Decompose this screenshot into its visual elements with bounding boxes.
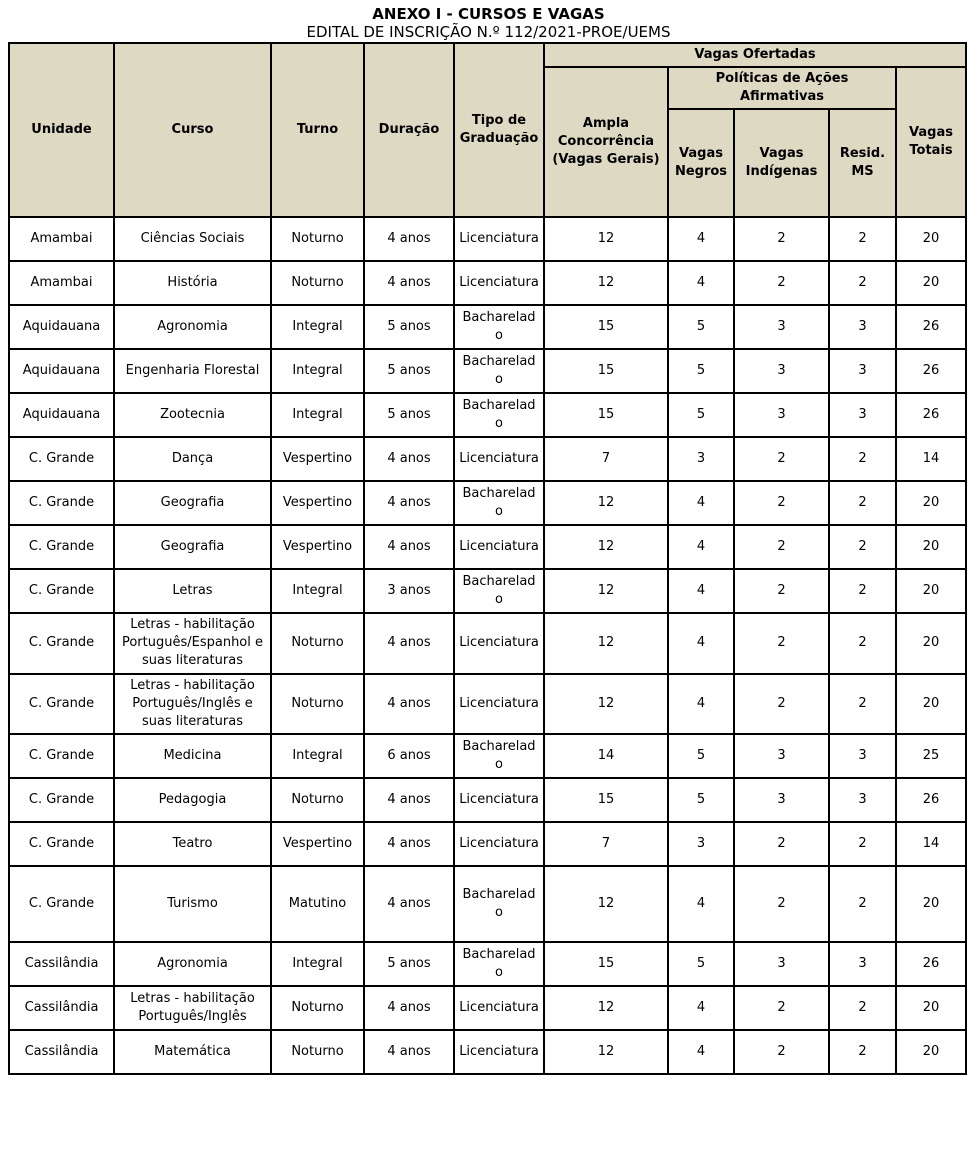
- table-row: [9, 305, 966, 349]
- table-row: [9, 569, 966, 613]
- cell-indigenas: 2: [734, 613, 829, 674]
- cell-turno: Vespertino: [271, 525, 364, 569]
- cell-tipo: Bacharelado: [454, 942, 544, 986]
- cell-negros: 4: [668, 525, 734, 569]
- cell-curso: Pedagogia: [114, 778, 271, 822]
- cell-indigenas: 2: [734, 437, 829, 481]
- cell-curso: Letras - habilitação Português/Espanhol e suas literaturas: [114, 613, 271, 674]
- cell-totais: 20: [896, 217, 966, 261]
- cell-resid: 3: [829, 393, 896, 437]
- cell-unidade: C. Grande: [9, 734, 114, 778]
- cell-negros: 4: [668, 261, 734, 305]
- cell-tipo: Bacharelado: [454, 866, 544, 942]
- table-row: [9, 613, 966, 674]
- cell-indigenas: 3: [734, 349, 829, 393]
- cell-duracao: 3 anos: [364, 569, 454, 613]
- cell-duracao: 4 anos: [364, 525, 454, 569]
- col-header-resid-ms: Resid. MS: [829, 109, 896, 217]
- cell-totais: 20: [896, 1030, 966, 1074]
- cell-turno: Integral: [271, 393, 364, 437]
- cell-totais: 20: [896, 986, 966, 1030]
- table-row: [9, 349, 966, 393]
- cell-indigenas: 2: [734, 481, 829, 525]
- table-row: [9, 778, 966, 822]
- col-header-unidade: Unidade: [9, 43, 114, 217]
- col-header-tipo-graduacao: Tipo de Graduação: [454, 43, 544, 217]
- cell-resid: 2: [829, 569, 896, 613]
- cell-tipo: Bacharelado: [454, 481, 544, 525]
- cell-indigenas: 2: [734, 822, 829, 866]
- cell-turno: Noturno: [271, 613, 364, 674]
- cell-curso: Letras - habilitação Português/Inglês: [114, 986, 271, 1030]
- col-header-curso: Curso: [114, 43, 271, 217]
- cell-indigenas: 2: [734, 525, 829, 569]
- cell-unidade: C. Grande: [9, 866, 114, 942]
- cell-unidade: C. Grande: [9, 778, 114, 822]
- cell-turno: Noturno: [271, 217, 364, 261]
- cell-tipo: Licenciatura: [454, 261, 544, 305]
- document-title: ANEXO I - CURSOS E VAGAS: [372, 5, 605, 23]
- cell-totais: 20: [896, 866, 966, 942]
- cell-totais: 14: [896, 437, 966, 481]
- cell-curso: Agronomia: [114, 942, 271, 986]
- cell-curso: Matemática: [114, 1030, 271, 1074]
- cell-curso: Geografia: [114, 481, 271, 525]
- cell-indigenas: 3: [734, 778, 829, 822]
- cell-ampla: 15: [544, 393, 668, 437]
- cell-curso: Teatro: [114, 822, 271, 866]
- cell-ampla: 12: [544, 261, 668, 305]
- cell-curso: História: [114, 261, 271, 305]
- cell-unidade: Cassilândia: [9, 942, 114, 986]
- cell-resid: 2: [829, 866, 896, 942]
- cell-resid: 2: [829, 1030, 896, 1074]
- cell-indigenas: 2: [734, 217, 829, 261]
- cell-totais: 20: [896, 674, 966, 735]
- table-body: [9, 217, 966, 1074]
- cell-unidade: C. Grande: [9, 437, 114, 481]
- cell-tipo: Bacharelado: [454, 349, 544, 393]
- cell-ampla: 12: [544, 613, 668, 674]
- cell-tipo: Licenciatura: [454, 986, 544, 1030]
- cell-ampla: 12: [544, 481, 668, 525]
- cell-unidade: C. Grande: [9, 613, 114, 674]
- cell-tipo: Licenciatura: [454, 437, 544, 481]
- cell-negros: 5: [668, 349, 734, 393]
- cell-turno: Integral: [271, 569, 364, 613]
- table-row: [9, 986, 966, 1030]
- cell-tipo: Licenciatura: [454, 822, 544, 866]
- cell-ampla: 15: [544, 305, 668, 349]
- cell-duracao: 4 anos: [364, 437, 454, 481]
- table-row: [9, 437, 966, 481]
- cell-duracao: 4 anos: [364, 822, 454, 866]
- cell-negros: 4: [668, 866, 734, 942]
- cell-indigenas: 2: [734, 569, 829, 613]
- cell-indigenas: 2: [734, 866, 829, 942]
- cell-duracao: 4 anos: [364, 481, 454, 525]
- cell-totais: 20: [896, 481, 966, 525]
- table-row: [9, 942, 966, 986]
- cell-curso: Engenharia Florestal: [114, 349, 271, 393]
- cell-turno: Vespertino: [271, 822, 364, 866]
- cell-unidade: Aquidauana: [9, 393, 114, 437]
- cell-resid: 3: [829, 942, 896, 986]
- cell-negros: 5: [668, 393, 734, 437]
- cell-turno: Matutino: [271, 866, 364, 942]
- header-row-groups: [9, 43, 966, 67]
- cell-turno: Noturno: [271, 261, 364, 305]
- cell-totais: 26: [896, 393, 966, 437]
- cell-ampla: 12: [544, 986, 668, 1030]
- cell-negros: 4: [668, 986, 734, 1030]
- cell-negros: 3: [668, 437, 734, 481]
- cell-ampla: 7: [544, 437, 668, 481]
- cell-duracao: 5 anos: [364, 942, 454, 986]
- cell-tipo: Licenciatura: [454, 778, 544, 822]
- cell-curso: Turismo: [114, 866, 271, 942]
- cell-unidade: C. Grande: [9, 822, 114, 866]
- cell-negros: 3: [668, 822, 734, 866]
- cell-turno: Noturno: [271, 1030, 364, 1074]
- cell-resid: 2: [829, 986, 896, 1030]
- cell-turno: Integral: [271, 349, 364, 393]
- cell-negros: 4: [668, 217, 734, 261]
- table-row: [9, 261, 966, 305]
- col-header-vagas-negros: Vagas Negros: [668, 109, 734, 217]
- cell-duracao: 4 anos: [364, 986, 454, 1030]
- cell-totais: 26: [896, 778, 966, 822]
- cell-negros: 5: [668, 778, 734, 822]
- cell-ampla: 7: [544, 822, 668, 866]
- cell-turno: Integral: [271, 305, 364, 349]
- cell-resid: 3: [829, 349, 896, 393]
- cell-duracao: 4 anos: [364, 1030, 454, 1074]
- cell-resid: 2: [829, 437, 896, 481]
- cell-duracao: 4 anos: [364, 674, 454, 735]
- cell-indigenas: 2: [734, 1030, 829, 1074]
- cell-turno: Integral: [271, 734, 364, 778]
- cell-duracao: 5 anos: [364, 393, 454, 437]
- cell-duracao: 4 anos: [364, 866, 454, 942]
- cell-tipo: Bacharelado: [454, 305, 544, 349]
- cell-ampla: 12: [544, 1030, 668, 1074]
- table-row: [9, 734, 966, 778]
- cell-indigenas: 3: [734, 942, 829, 986]
- col-header-vagas-indigenas: Vagas Indígenas: [734, 109, 829, 217]
- cell-tipo: Licenciatura: [454, 1030, 544, 1074]
- cell-turno: Noturno: [271, 674, 364, 735]
- cell-duracao: 6 anos: [364, 734, 454, 778]
- cell-duracao: 4 anos: [364, 613, 454, 674]
- cell-unidade: Amambai: [9, 217, 114, 261]
- cell-ampla: 12: [544, 569, 668, 613]
- cell-resid: 2: [829, 261, 896, 305]
- cell-curso: Zootecnia: [114, 393, 271, 437]
- col-header-vagas-totais: Vagas Totais: [896, 67, 966, 217]
- table-row: [9, 1030, 966, 1074]
- col-header-duracao: Duração: [364, 43, 454, 217]
- cell-turno: Vespertino: [271, 481, 364, 525]
- cell-unidade: C. Grande: [9, 674, 114, 735]
- cell-totais: 26: [896, 942, 966, 986]
- cell-curso: Letras - habilitação Português/Inglês e suas literaturas: [114, 674, 271, 735]
- cell-totais: 20: [896, 569, 966, 613]
- cell-curso: Letras: [114, 569, 271, 613]
- cell-resid: 2: [829, 481, 896, 525]
- cell-negros: 5: [668, 942, 734, 986]
- table-row: [9, 822, 966, 866]
- table-row: [9, 525, 966, 569]
- cell-tipo: Bacharelado: [454, 569, 544, 613]
- cell-indigenas: 2: [734, 986, 829, 1030]
- cell-tipo: Licenciatura: [454, 613, 544, 674]
- cell-duracao: 4 anos: [364, 261, 454, 305]
- table-row: [9, 393, 966, 437]
- cell-duracao: 5 anos: [364, 305, 454, 349]
- table-row: [9, 674, 966, 735]
- cell-resid: 3: [829, 778, 896, 822]
- cell-curso: Agronomia: [114, 305, 271, 349]
- col-header-ampla-concorrencia: Ampla Concorrência (Vagas Gerais): [544, 67, 668, 217]
- cell-indigenas: 2: [734, 674, 829, 735]
- cell-ampla: 12: [544, 525, 668, 569]
- cell-negros: 4: [668, 613, 734, 674]
- cell-ampla: 12: [544, 674, 668, 735]
- cell-resid: 3: [829, 734, 896, 778]
- cell-totais: 14: [896, 822, 966, 866]
- cell-indigenas: 2: [734, 261, 829, 305]
- cell-unidade: Aquidauana: [9, 305, 114, 349]
- cell-ampla: 12: [544, 217, 668, 261]
- cell-duracao: 4 anos: [364, 217, 454, 261]
- cell-unidade: Cassilândia: [9, 1030, 114, 1074]
- cell-resid: 3: [829, 305, 896, 349]
- cell-unidade: C. Grande: [9, 481, 114, 525]
- cell-negros: 4: [668, 481, 734, 525]
- col-header-turno: Turno: [271, 43, 364, 217]
- cell-turno: Noturno: [271, 986, 364, 1030]
- cell-negros: 4: [668, 1030, 734, 1074]
- courses-vacancies-table: [8, 42, 967, 1075]
- cell-negros: 4: [668, 674, 734, 735]
- cell-turno: Integral: [271, 942, 364, 986]
- cell-negros: 5: [668, 305, 734, 349]
- cell-ampla: 15: [544, 942, 668, 986]
- cell-tipo: Bacharelado: [454, 393, 544, 437]
- cell-totais: 26: [896, 349, 966, 393]
- cell-totais: 20: [896, 261, 966, 305]
- cell-ampla: 15: [544, 349, 668, 393]
- cell-curso: Dança: [114, 437, 271, 481]
- cell-ampla: 14: [544, 734, 668, 778]
- cell-ampla: 15: [544, 778, 668, 822]
- cell-unidade: C. Grande: [9, 525, 114, 569]
- cell-curso: Medicina: [114, 734, 271, 778]
- cell-resid: 2: [829, 613, 896, 674]
- document-subtitle: EDITAL DE INSCRIÇÃO N.º 112/2021-PROE/UEMS: [306, 23, 671, 41]
- cell-unidade: C. Grande: [9, 569, 114, 613]
- table-row: [9, 217, 966, 261]
- cell-tipo: Bacharelado: [454, 734, 544, 778]
- cell-totais: 25: [896, 734, 966, 778]
- cell-indigenas: 3: [734, 305, 829, 349]
- cell-totais: 20: [896, 525, 966, 569]
- cell-duracao: 4 anos: [364, 778, 454, 822]
- cell-tipo: Licenciatura: [454, 525, 544, 569]
- cell-resid: 2: [829, 822, 896, 866]
- cell-turno: Vespertino: [271, 437, 364, 481]
- cell-unidade: Cassilândia: [9, 986, 114, 1030]
- cell-tipo: Licenciatura: [454, 674, 544, 735]
- cell-resid: 2: [829, 674, 896, 735]
- cell-ampla: 12: [544, 866, 668, 942]
- table-row: [9, 866, 966, 942]
- cell-turno: Noturno: [271, 778, 364, 822]
- table-header: [9, 43, 966, 217]
- cell-indigenas: 3: [734, 734, 829, 778]
- cell-curso: Geografia: [114, 525, 271, 569]
- cell-unidade: Amambai: [9, 261, 114, 305]
- group-header-vagas-ofertadas: Vagas Ofertadas: [544, 43, 966, 67]
- cell-totais: 26: [896, 305, 966, 349]
- cell-curso: Ciências Sociais: [114, 217, 271, 261]
- cell-unidade: Aquidauana: [9, 349, 114, 393]
- cell-resid: 2: [829, 525, 896, 569]
- cell-tipo: Licenciatura: [454, 217, 544, 261]
- cell-negros: 5: [668, 734, 734, 778]
- group-header-politicas-acoes-afirmativas: Políticas de Ações Afirmativas: [668, 67, 896, 109]
- cell-indigenas: 3: [734, 393, 829, 437]
- cell-totais: 20: [896, 613, 966, 674]
- cell-resid: 2: [829, 217, 896, 261]
- table-row: [9, 481, 966, 525]
- cell-duracao: 5 anos: [364, 349, 454, 393]
- cell-negros: 4: [668, 569, 734, 613]
